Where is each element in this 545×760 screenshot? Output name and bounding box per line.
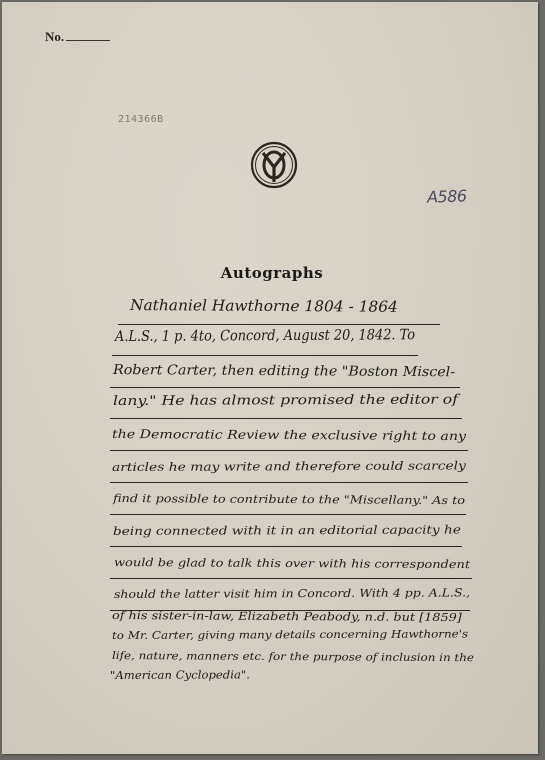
ruled-line [110,418,462,419]
ny-monogram-seal-icon [250,141,298,189]
handwritten-line: articles he may write and therefore could scarcely [111,457,466,474]
document-title: Autographs [220,264,324,282]
handwritten-line: should the latter visit him in Concord. With 4 pp. A.L.S., [113,586,471,601]
handwritten-line: being connected with it in an editorial capacity he [112,521,461,538]
ruled-line [110,578,472,579]
handwritten-line: the Democratic Review the exclusive right to any [111,427,467,444]
document-sheet [2,2,538,754]
accession-stamp-number: 214366B [118,114,164,125]
handwritten-line: life, nature, manners etc. for the purpose of inclusion in the [111,649,474,664]
ruled-line [110,514,466,515]
ruled-line [110,482,468,483]
handwritten-line: Robert Carter, then editing the "Boston Miscel- [112,361,456,380]
ruled-line [110,546,462,547]
ruled-line [112,355,418,356]
handwritten-line: of his sister-in-law, Elizabeth Peabody, n.d. but [1859] [111,609,462,625]
handwritten-line: to Mr. Carter, giving many details concerning Hawthorne's [111,627,469,642]
handwritten-line: Nathaniel Hawthorne 1804 - 1864 [129,296,398,316]
handwritten-line: would be glad to talk this over with his correspondent [113,556,471,572]
handwritten-line: lany." He has almost promised the editor of [112,392,459,409]
number-label: No. [45,29,65,44]
handwritten-line: "American Cyclopedia". [109,668,251,682]
call-number-pencil: A586 [426,186,467,207]
ruled-line [118,324,440,325]
ruled-line [110,450,468,451]
handwritten-line: find it possible to contribute to the "Miscellany." As to [112,492,466,508]
number-blank-line [66,40,110,41]
handwritten-line: A.L.S., 1 p. 4to, Concord, August 20, 1842. To [114,326,416,345]
ruled-line [110,387,460,388]
